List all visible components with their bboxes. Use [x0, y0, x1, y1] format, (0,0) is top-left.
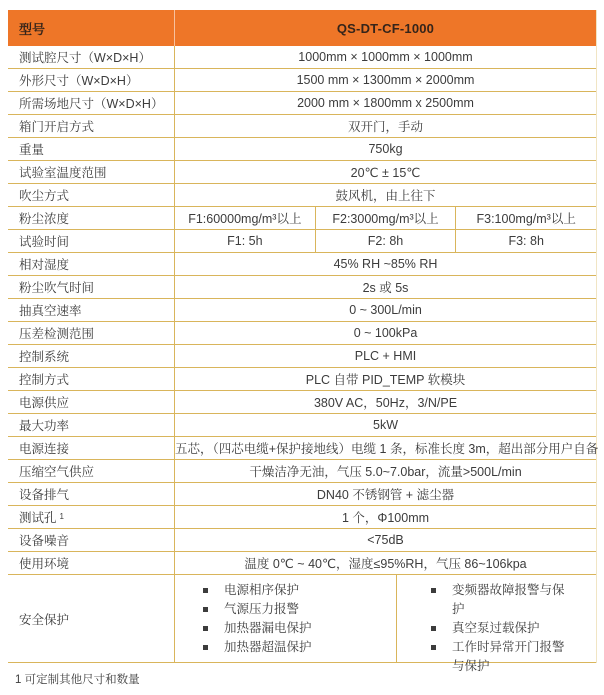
spec-value: 双开门，手动: [347, 120, 423, 134]
spec-row: [8, 92, 596, 115]
safety-item-text: 真空泵过载保护: [452, 621, 540, 635]
spec-row: [8, 115, 596, 138]
safety-item-text: 电源相序保护: [224, 583, 300, 597]
spec-value: 2s 或 5s: [362, 281, 409, 295]
safety-item: [203, 581, 396, 600]
spec-label: 压缩空气供应: [8, 460, 175, 482]
spec-row: [8, 253, 596, 276]
spec-row: [8, 138, 596, 161]
spec-row: [8, 276, 596, 299]
spec-label: 粉尘吹气时间: [8, 276, 175, 298]
safety-row: [8, 575, 596, 673]
safety-col-right: [397, 575, 596, 673]
spec-row: [8, 184, 596, 207]
spec-value: 20℃ ± 15℃: [350, 165, 421, 180]
bullet-icon: [203, 588, 208, 593]
spec-label: 控制系统: [8, 345, 175, 367]
spec-label: 吹尘方式: [8, 184, 175, 206]
spec-value: 2000 mm × 1800mm x 2500mm: [297, 96, 474, 110]
spec-row: [8, 437, 599, 460]
spec-label: 箱门开启方式: [8, 115, 175, 137]
bullet-icon: [431, 588, 436, 593]
spec-value: F1: 5h: [227, 234, 263, 248]
spec-row: [8, 391, 596, 414]
spec-label: 相对湿度: [8, 253, 175, 275]
bullet-icon: [431, 626, 436, 631]
spec-row: [8, 299, 596, 322]
safety-item-text: 气源压力报警: [224, 602, 300, 616]
bullet-icon: [431, 645, 436, 650]
spec-label: 设备排气: [8, 483, 175, 505]
spec-rows: [8, 46, 599, 575]
spec-label: 粉尘浓度: [8, 207, 175, 229]
safety-item-text: 变频器故障报警与保护: [452, 583, 565, 616]
spec-label: 重量: [8, 138, 175, 160]
spec-value: 5kW: [373, 418, 398, 432]
spec-row: [8, 345, 596, 368]
safety-item: [203, 619, 396, 638]
spec-value: DN40 不锈钢管 + 滤尘器: [316, 488, 455, 502]
spec-value: F2:3000mg/m³以上: [315, 207, 456, 229]
spec-row: [8, 69, 596, 92]
spec-value: 温度 0℃ ~ 40℃，湿度≤95%RH，气压 86~106kpa: [244, 557, 527, 571]
spec-value: 鼓风机，由上往下: [335, 189, 436, 203]
safety-label: 安全保护: [8, 575, 175, 662]
spec-row: [8, 552, 596, 575]
footnote: 1 可定制其他尺寸和数量: [15, 674, 140, 686]
spec-value: 1 个，Φ100mm: [341, 511, 430, 525]
spec-row: [8, 230, 596, 253]
safety-columns: [175, 575, 596, 673]
spec-row: [8, 207, 596, 230]
spec-label: 所需场地尺寸（W×D×H）: [8, 92, 175, 114]
spec-label: 电源连接: [8, 437, 175, 459]
safety-item-text: 工作时异常开门报警与保护: [452, 640, 565, 673]
spec-row: [8, 322, 596, 345]
spec-value: F1:60000mg/m³以上: [188, 212, 302, 226]
spec-value: F3: 8h: [455, 230, 596, 252]
spec-label: 测试腔尺寸（W×D×H）: [8, 46, 175, 68]
spec-value: 干燥洁净无油，气压 5.0~7.0bar，流量>500L/min: [249, 465, 522, 479]
spec-value: <75dB: [367, 533, 404, 547]
spec-row: [8, 460, 596, 483]
spec-label: 最大功率: [8, 414, 175, 436]
spec-label: 测试孔 1: [8, 506, 175, 528]
safety-col-left: [175, 575, 397, 662]
header-model-label: 型号: [8, 10, 175, 46]
spec-row: [8, 161, 596, 184]
spec-value: F3:100mg/m³以上: [455, 207, 596, 229]
bullet-icon: [203, 626, 208, 631]
spec-value: PLC + HMI: [354, 349, 417, 363]
spec-value: PLC 自带 PID_TEMP 软模块: [305, 373, 466, 387]
spec-row: [8, 46, 596, 69]
spec-value: 750kg: [368, 142, 403, 156]
safety-item-text: 加热器漏电保护: [224, 621, 312, 635]
spec-label: 压差检测范围: [8, 322, 175, 344]
spec-value: 380V AC，50Hz，3/N/PE: [313, 396, 458, 410]
safety-item: [203, 638, 396, 657]
spec-row: [8, 529, 596, 552]
spec-label: 设备噪音: [8, 529, 175, 551]
safety-item-text: 加热器超温保护: [224, 640, 312, 654]
spec-label: 试验时间: [8, 230, 175, 252]
spec-value: 五芯，（四芯电缆+保护接地线）电缆 1 条，标准长度 3m，超出部分用户自备: [175, 442, 599, 456]
bullet-icon: [203, 607, 208, 612]
spec-value: 0 ~ 300L/min: [349, 303, 422, 317]
spec-label: 试验室温度范围: [8, 161, 175, 183]
spec-row: [8, 483, 596, 506]
safety-item: [431, 581, 576, 619]
spec-value: 45% RH ~85% RH: [333, 257, 438, 271]
table-header-row: [8, 10, 596, 46]
spec-row: [8, 506, 596, 529]
bullet-icon: [203, 645, 208, 650]
spec-value: F2: 8h: [315, 230, 456, 252]
safety-item: [431, 619, 576, 638]
spec-value: 1000mm × 1000mm × 1000mm: [298, 50, 473, 64]
spec-label: 抽真空速率: [8, 299, 175, 321]
spec-value: 0 ~ 100kPa: [353, 326, 418, 340]
spec-row: [8, 414, 596, 437]
spec-row: [8, 368, 596, 391]
spec-value: 1500 mm × 1300mm × 2000mm: [296, 73, 475, 87]
spec-label: 电源供应: [8, 391, 175, 413]
safety-item: [431, 638, 576, 676]
safety-item: [203, 600, 396, 619]
spec-label: 使用环境: [8, 552, 175, 574]
spec-table: [8, 10, 599, 673]
header-model-value: QS-DT-CF-1000: [336, 20, 435, 36]
spec-label: 外形尺寸（W×D×H）: [8, 69, 175, 91]
spec-label-superscript: 1: [59, 511, 64, 521]
spec-label: 控制方式: [8, 368, 175, 390]
